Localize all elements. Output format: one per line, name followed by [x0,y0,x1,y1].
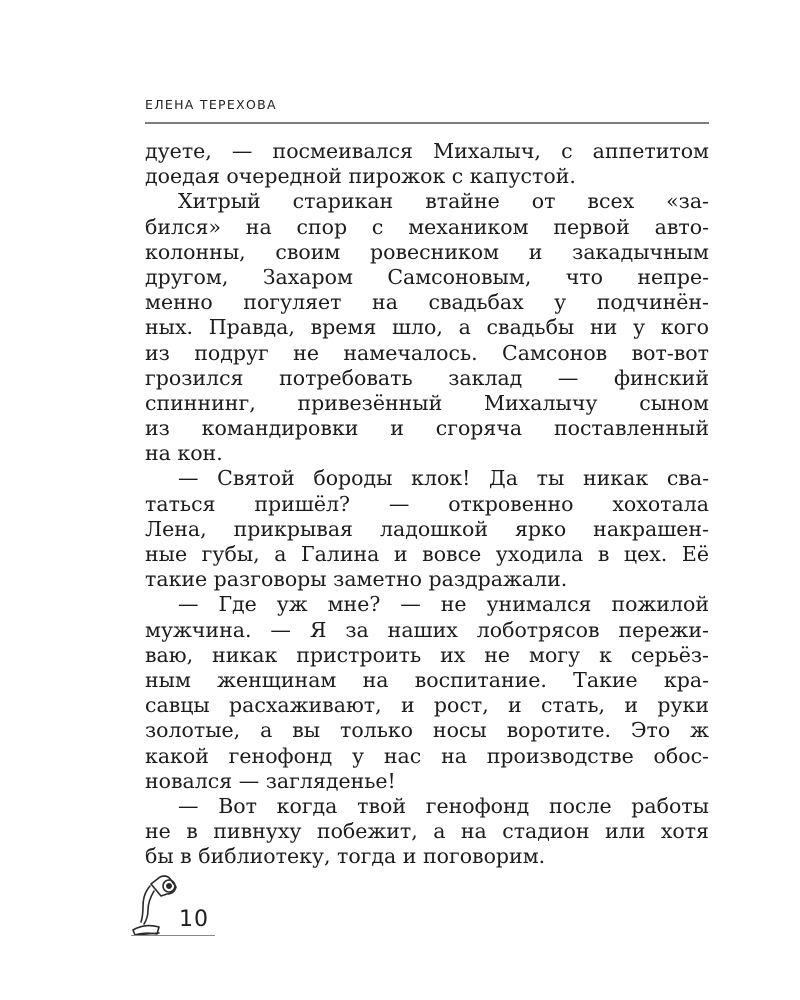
text-line: грозился потребовать заклад — финский [145,365,709,390]
text-line: ных. Правда, время шло, а свадьбы ни у кого [145,315,709,340]
text-line: бился» на спор с механиком первой авто- [145,214,709,239]
body-text [145,139,709,869]
text-line: ваю, никак пристроить их не могу к серьёз- [145,642,709,667]
text-line: другом, Захаром Самсоновым, что непре- [145,264,709,289]
text-line: из подруг не намечалось. Самсонов вот-вот [145,340,709,365]
text-line: золотые, а вы только носы воротите. Это ж [145,718,709,743]
text-line: ным женщинам на воспитание. Такие кра- [145,667,709,692]
text-line: мужчина. — Я за наших лоботрясов пережи- [145,617,709,642]
text-line: — Вот когда твой генофонд после работы [178,793,709,818]
text-line: колонны, своим ровесником и закадычным [145,239,709,264]
running-head: ЕЛЕНА ТЕРЕХОВА [145,97,277,112]
text-line: ные губы, а Галина и вовсе уходила в цех. Её [145,542,709,566]
header-rule [145,122,709,124]
text-line: — Святой бороды клок! Да ты никак сва- [178,466,709,491]
text-line: — Где уж мне? — не унимался пожилой [178,592,709,617]
text-line: бы в библиотеку, тогда и поговорим. [145,844,546,869]
text-line: спиннинг, привезённый Михалычу сыном [145,390,709,415]
text-line: новался — загляденье! [145,768,396,793]
text-line: из командировки и сгоряча поставленный [145,416,709,441]
text-line: доедая очередной пирожок с капустой. [145,164,576,189]
text-line: не в пивнуху побежит, а на стадион или хотя [145,819,709,844]
page-number: 10 [179,907,209,932]
text-line: на кон. [145,441,223,466]
text-line: Лена, прикрывая ладошкой ярко накрашен- [145,516,709,541]
text-line: дуете, — посмеивался Михалыч, с аппетитом [145,139,709,163]
text-line: какой генофонд у нас на производстве обос- [145,743,709,768]
desk-lamp-icon [131,872,183,938]
footer-rule [131,935,215,936]
text-line: таться пришёл? — откровенно хохотала [145,491,709,516]
text-line: менно погуляет на свадьбах у подчинён- [145,290,709,315]
text-line: Хитрый старикан втайне от всех «за- [178,189,709,214]
text-line: савцы расхаживают, и рост, и стать, и руки [145,693,709,718]
text-line: такие разговоры заметно раздражали. [145,567,568,592]
